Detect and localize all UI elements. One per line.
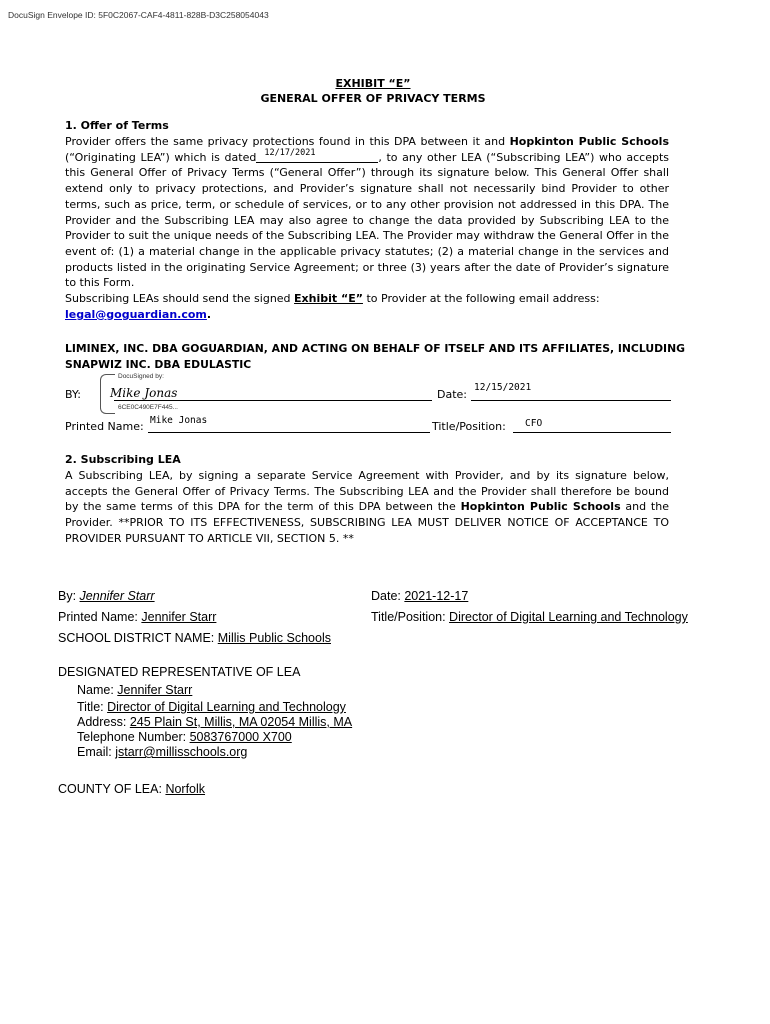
send-text-a: Subscribing LEAs should send the signed (65, 292, 295, 306)
title-position-line (513, 432, 671, 433)
printed-name-line (148, 432, 430, 433)
lea-by-value: Jennifer Starr (79, 589, 155, 603)
rep-phone-label: Telephone Number: (77, 730, 190, 744)
county-label: COUNTY OF LEA: (58, 782, 166, 796)
email-period: . (206, 307, 212, 321)
send-text-b: to Provider at the following email address: (362, 292, 600, 306)
rep-name (77, 683, 352, 698)
rep-address-value: 245 Plain St, Millis, MA 02054 Millis, MA (129, 715, 353, 729)
lea-district (58, 631, 331, 645)
printed-name-value: Mike Jonas (150, 415, 208, 426)
offer-text-a: Provider offers the same privacy protections found in this DPA between it and (65, 135, 510, 148)
lea-district-label: SCHOOL DISTRICT NAME: (58, 631, 218, 645)
originating-lea-name: Hopkinton Public Schools (509, 135, 669, 148)
lea-title-value: Director of Digital Learning and Technology (449, 610, 688, 624)
rep-email-value: jstarr@millisschools.org (115, 745, 248, 759)
section2-lea-name: Hopkinton Public Schools (460, 500, 621, 514)
offer-text-b: (“Originating LEA”) which is dated (65, 150, 257, 164)
county (58, 782, 205, 796)
lea-title-label: Title/Position: (371, 610, 450, 624)
lea-printed-label: Printed Name: (58, 610, 142, 624)
rep-title-value: Director of Digital Learning and Technology (107, 700, 346, 714)
title-position-value: CFO (525, 418, 543, 429)
lea-district-value: Millis Public Schools (217, 631, 331, 645)
rep-phone (77, 730, 352, 745)
section2-text-a: A Subscribing LEA, by signing a separate Service Agreement with Provider, and by its signature below, accepts the General Offer of Privacy Terms. The Subscribing LEA and the Provider shall therefore be bound by the same terms of this DPA for the term of this DPA between the (65, 469, 669, 514)
offer-text-c: , to any other LEA (“Subscribing LEA”) who accepts this General Offer of Privacy Terms (“General Offer”) through its signature below. This General Offer shall extend only to privacy protections, and Provider’s signature shall not necessarily bind Provider to other terms, such as price, term, or schedule of services, or to any other provision not addressed in this DPA. The Provider and the Subscribing LEA may also agree to change the data provided by Subscribing LEA to the Provider to suit the unique needs of the Subscribing LEA. The Provider may withdraw the General Offer in the event of: (1) a material change in the applicable privacy statutes; (2) a material change in the services and products listed in the originating Service Agreement; or three (3) years after the date of Provider’s signature to this Form. (65, 150, 670, 290)
rep-title-label: Title: (77, 700, 108, 714)
originating-date-field (256, 147, 378, 163)
printed-name-label: Printed Name: (65, 420, 144, 433)
by-label: BY: (65, 388, 81, 401)
section2-paragraph (65, 468, 669, 547)
docusign-id: 6CE0C490E7F445... (118, 404, 178, 411)
lea-printed-name (58, 610, 216, 624)
envelope-id: DocuSign Envelope ID: 5F0C2067-CAF4-4811-828B-D3C258054043 (8, 10, 269, 20)
provider-name-line2: SNAPWIZ INC. DBA EDULASTIC (65, 357, 252, 371)
lea-by (58, 589, 155, 603)
provider-name (65, 341, 685, 372)
section1-paragraph (65, 134, 669, 322)
provider-date-label: Date: (437, 388, 467, 401)
originating-date-value: 12/17/2021 (264, 147, 316, 158)
section1-heading: 1. Offer of Terms (65, 119, 169, 132)
rep-address (77, 715, 352, 730)
lea-title (371, 610, 688, 624)
provider-email-link[interactable]: legal@goguardian.com (65, 307, 207, 321)
exhibit-title: EXHIBIT “E” (335, 77, 411, 90)
lea-printed-value: Jennifer Starr (141, 610, 217, 624)
lea-date-value: 2021-12-17 (404, 589, 469, 603)
provider-date-line (471, 400, 671, 401)
provider-date-value: 12/15/2021 (474, 382, 532, 393)
rep-address-label: Address: (77, 715, 130, 729)
county-value: Norfolk (165, 782, 206, 796)
signature-line (114, 400, 432, 401)
section2-text-b: and the Provider. (65, 500, 669, 530)
provider-name-line1: LIMINEX, INC. DBA GOGUARDIAN, AND ACTING ON BEHALF OF ITSELF AND ITS AFFILIATES, INCLUDING (65, 342, 685, 355)
docusigned-label: DocuSigned by: (118, 373, 164, 380)
lea-by-label: By: (58, 589, 80, 603)
document-title: GENERAL OFFER OF PRIVACY TERMS (260, 92, 486, 105)
rep-name-value: Jennifer Starr (117, 683, 193, 697)
section2-heading: 2. Subscribing LEA (65, 453, 181, 466)
rep-heading: DESIGNATED REPRESENTATIVE OF LEA (58, 665, 301, 679)
rep-details (77, 683, 352, 760)
lea-date-label: Date: (371, 589, 405, 603)
rep-email-label: Email: (77, 745, 116, 759)
rep-phone-value: 5083767000 X700 (189, 730, 292, 744)
title-position-label: Title/Position: (432, 420, 506, 433)
rep-email (77, 745, 352, 760)
provider-signature: Mike Jonas (110, 386, 178, 400)
lea-date (371, 589, 468, 603)
rep-title (77, 700, 352, 715)
exhibit-e-ref: Exhibit “E” (294, 292, 363, 306)
rep-name-label: Name: (77, 683, 118, 697)
section2-notice: **PRIOR TO ITS EFFECTIVENESS, SUBSCRIBING LEA MUST DELIVER NOTICE OF ACCEPTANCE TO PROVIDER PURSUANT TO ARTICLE VII, SECTION 5. ** (65, 516, 669, 545)
